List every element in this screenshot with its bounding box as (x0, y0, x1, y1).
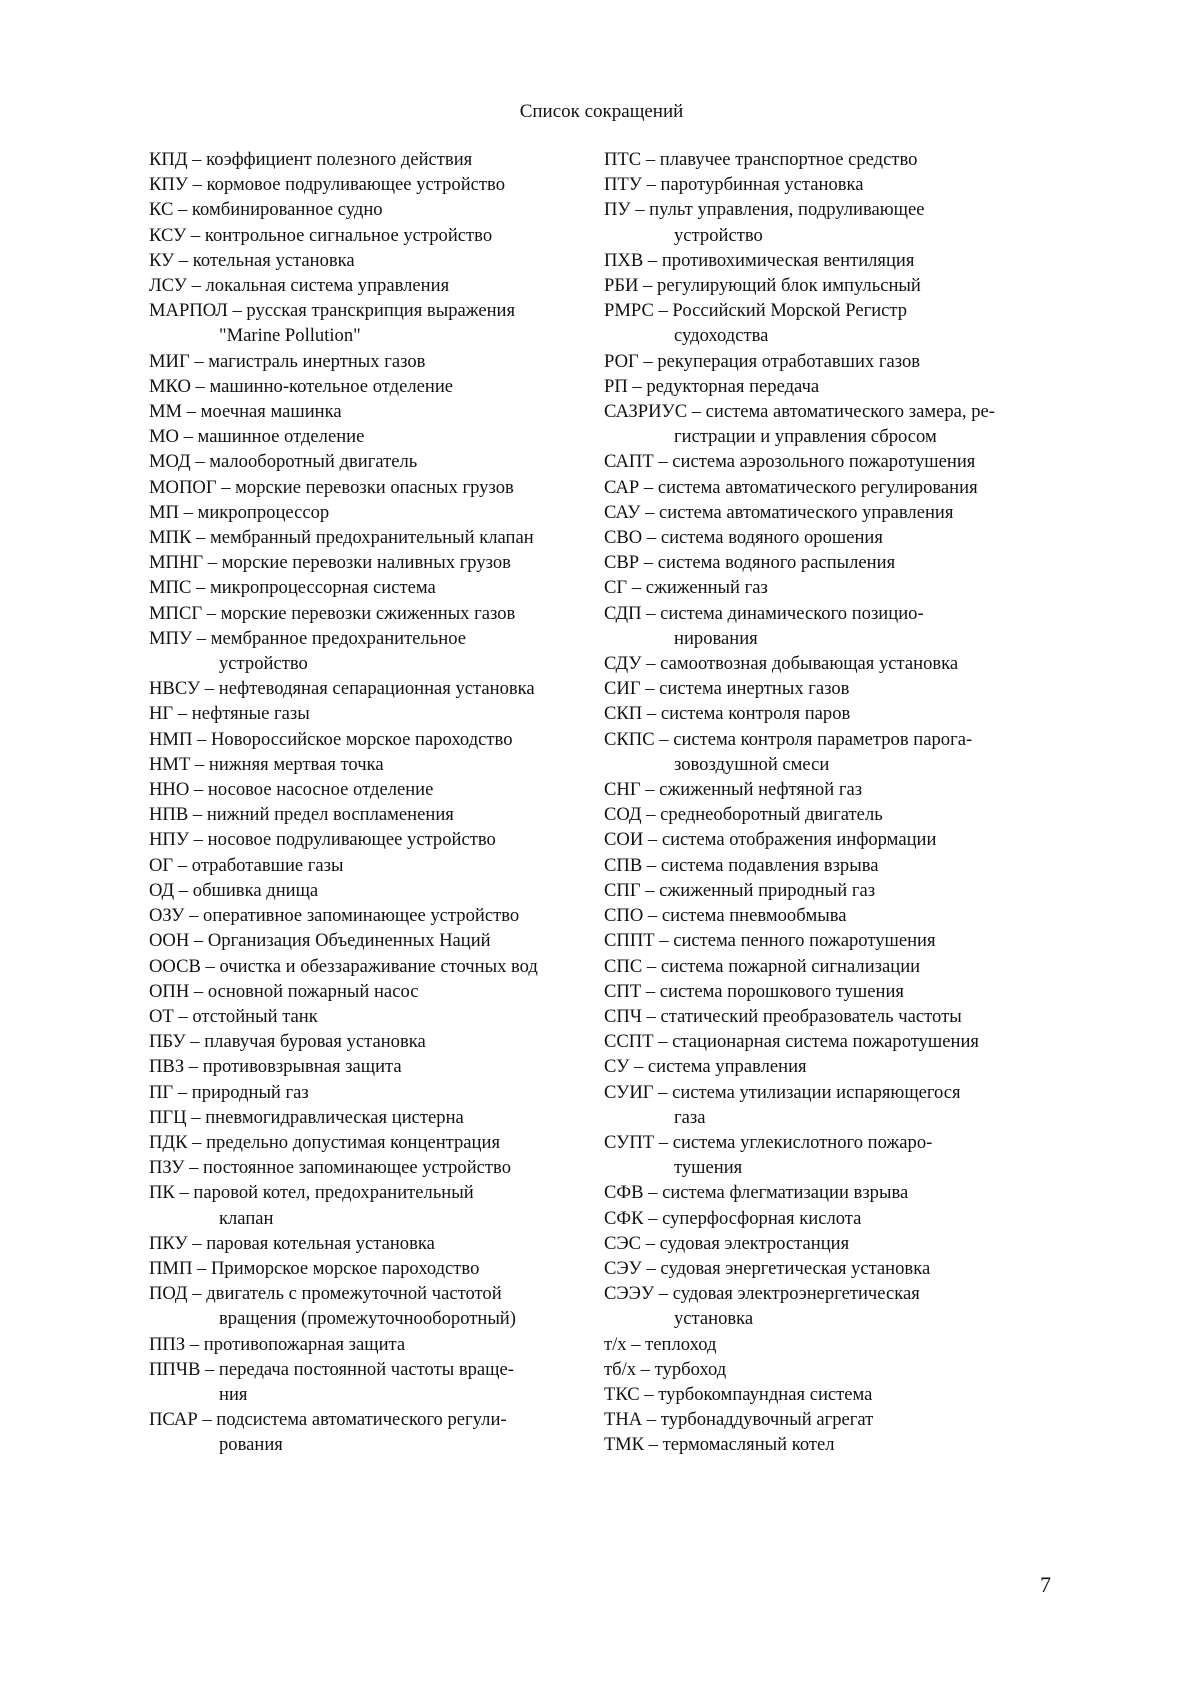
abbreviation-text: СГ – сжиженный газ (604, 577, 768, 599)
abbreviation-entry (149, 1155, 594, 1180)
abbreviation-text: САУ – система автоматического управления (604, 501, 954, 523)
abbreviation-entry (604, 374, 1064, 399)
abbreviation-text: ПМП – Приморское морское пароходство (149, 1257, 480, 1279)
page-title: Список сокращений (519, 101, 684, 122)
abbreviation-text: ОД – обшивка днища (149, 879, 319, 901)
abbreviations-right-column (604, 147, 1064, 1458)
abbreviation-entry (149, 903, 594, 928)
abbreviation-continuation: судоходства (674, 325, 769, 347)
abbreviation-entry (604, 1231, 1064, 1256)
abbreviation-entry (149, 1231, 594, 1256)
abbreviation-continuation: тушения (674, 1157, 743, 1179)
abbreviation-entry (149, 777, 594, 802)
abbreviation-text: ПЗУ – постоянное запоминающее устройство (149, 1157, 512, 1179)
abbreviation-text: МПС – микропроцессорная система (149, 577, 436, 599)
abbreviation-text: СКПС – система контроля параметров парога- (604, 728, 973, 750)
abbreviation-entry (149, 954, 594, 979)
abbreviation-entry (604, 853, 1064, 878)
abbreviation-entry (149, 1332, 594, 1357)
abbreviation-entry (149, 1180, 594, 1230)
abbreviation-entry (604, 903, 1064, 928)
abbreviation-entry (604, 651, 1064, 676)
abbreviation-entry (604, 676, 1064, 701)
abbreviation-text: СНГ – сжиженный нефтяной газ (604, 779, 863, 801)
abbreviation-text: ПГ – природный газ (149, 1081, 309, 1103)
abbreviation-continuation: вращения (промежуточнооборотный) (219, 1308, 516, 1330)
abbreviation-text: КПД – коэффициент полезного действия (149, 149, 473, 170)
abbreviation-text: КУ – котельная установка (149, 249, 355, 271)
abbreviation-entry (604, 575, 1064, 600)
abbreviation-text: ПСАР – подсистема автоматического регули- (149, 1409, 507, 1431)
abbreviation-text: НПВ – нижний предел воспламенения (149, 804, 454, 826)
abbreviation-text: СУИГ – система утилизации испаряющегося (604, 1081, 961, 1103)
abbreviation-entry (149, 550, 594, 575)
abbreviation-entry (604, 1029, 1064, 1054)
abbreviation-continuation: зовоздушной смеси (674, 753, 830, 775)
abbreviation-text: НГ – нефтяные газы (149, 703, 310, 725)
abbreviation-text: СВР – система водяного распыления (604, 552, 896, 574)
abbreviation-entry (149, 1080, 594, 1105)
abbreviation-entry (604, 525, 1064, 550)
abbreviation-entry (149, 273, 594, 298)
abbreviation-text: НМТ – нижняя мертвая точка (149, 753, 384, 775)
page-number: 7 (1040, 1572, 1051, 1597)
abbreviation-entry (149, 878, 594, 903)
abbreviation-text: ЛСУ – локальная система управления (149, 275, 450, 297)
abbreviation-text: ООН – Организация Объединенных Наций (149, 930, 491, 952)
abbreviation-entry (149, 374, 594, 399)
abbreviation-entry (604, 954, 1064, 979)
abbreviation-entry (149, 676, 594, 701)
abbreviation-entry (604, 928, 1064, 953)
abbreviation-entry (149, 1407, 594, 1457)
abbreviation-text: САР – система автоматического регулирования (604, 476, 978, 498)
abbreviation-text: МОПОГ – морские перевозки опасных грузов (149, 476, 514, 498)
abbreviation-text: СПО – система пневмообмыва (604, 905, 847, 927)
abbreviation-continuation: гистрации и управления сбросом (674, 426, 937, 448)
abbreviation-text: СПТ – система порошкового тушения (604, 980, 904, 1002)
abbreviation-entry (149, 1105, 594, 1130)
abbreviation-entry (149, 449, 594, 474)
abbreviation-text: ПУ – пульт управления, подруливающее (604, 199, 925, 221)
abbreviation-entry (604, 1407, 1064, 1432)
abbreviation-text: СФВ – система флегматизации взрыва (604, 1182, 909, 1204)
abbreviation-text: НПУ – носовое подруливающее устройство (149, 829, 496, 851)
abbreviation-text: ММ – моечная машинка (149, 401, 342, 423)
abbreviation-entry (149, 1130, 594, 1155)
abbreviation-text: ТМК – термомасляный котел (604, 1434, 835, 1456)
abbreviation-entry (604, 1382, 1064, 1407)
abbreviation-entry (604, 1281, 1064, 1331)
abbreviation-entry (149, 727, 594, 752)
abbreviation-text: НВСУ – нефтеводяная сепарационная установка (149, 678, 535, 700)
abbreviation-text: СЭЭУ – судовая электроэнергетическая (604, 1283, 920, 1305)
abbreviation-continuation: рования (219, 1434, 283, 1456)
abbreviation-text: СФК – суперфосфорная кислота (604, 1207, 862, 1229)
abbreviation-entry (604, 273, 1064, 298)
abbreviation-text: ППЧВ – передача постоянной частоты враще- (149, 1358, 514, 1380)
abbreviation-text: ПБУ – плавучая буровая установка (149, 1031, 426, 1053)
abbreviation-text: ПХВ – противохимическая вентиляция (604, 249, 915, 271)
abbreviation-continuation: устройство (219, 653, 308, 675)
abbreviation-text: КСУ – контрольное сигнальное устройство (149, 224, 493, 246)
abbreviation-entry (149, 475, 594, 500)
abbreviation-text: КПУ – кормовое подруливающее устройство (149, 174, 505, 196)
abbreviation-entry (149, 248, 594, 273)
abbreviation-entry (149, 172, 594, 197)
abbreviation-entry (604, 701, 1064, 726)
abbreviation-entry (149, 1357, 594, 1407)
abbreviation-text: МИГ – магистраль инертных газов (149, 350, 426, 372)
abbreviation-entry (149, 298, 594, 348)
abbreviation-entry (149, 752, 594, 777)
abbreviation-text: МАРПОЛ – русская транскрипция выражения (149, 300, 516, 322)
abbreviation-text: СИГ – система инертных газов (604, 678, 850, 700)
abbreviation-continuation: устройство (674, 224, 763, 246)
abbreviation-text: МП – микропроцессор (149, 501, 330, 523)
abbreviation-text: МПК – мембранный предохранительный клапан (149, 527, 534, 549)
abbreviation-text: СДП – система динамического позицио- (604, 602, 924, 624)
abbreviation-entry (149, 701, 594, 726)
abbreviation-text: СПГ – сжиженный природный газ (604, 879, 876, 901)
abbreviation-text: ОПН – основной пожарный насос (149, 980, 419, 1002)
abbreviation-entry (604, 500, 1064, 525)
abbreviation-text: СПЧ – статический преобразователь частоты (604, 1005, 962, 1027)
abbreviation-entry (604, 1332, 1064, 1357)
abbreviation-text: СПС – система пожарной сигнализации (604, 955, 921, 977)
abbreviation-text: САПТ – система аэрозольного пожаротушения (604, 451, 976, 473)
abbreviation-continuation: клапан (219, 1207, 274, 1229)
abbreviation-entry (604, 1130, 1064, 1180)
abbreviation-text: СПВ – система подавления взрыва (604, 854, 879, 876)
abbreviation-entry (604, 1004, 1064, 1029)
abbreviation-continuation: "Marine Pollution" (219, 325, 361, 347)
abbreviation-entry (604, 550, 1064, 575)
abbreviation-entry (604, 399, 1064, 449)
abbreviation-text: РМРС – Российский Морской Регистр (604, 300, 908, 322)
abbreviation-text: МО – машинное отделение (149, 426, 365, 448)
abbreviation-text: РП – редукторная передача (604, 375, 820, 397)
abbreviation-text: СДУ – самоотвозная добывающая установка (604, 653, 959, 675)
abbreviation-text: НМП – Новороссийское морское пароходство (149, 728, 513, 750)
abbreviation-text: ОТ – отстойный танк (149, 1005, 318, 1027)
abbreviation-text: тб/х – турбоход (604, 1358, 727, 1380)
abbreviation-text: ТКС – турбокомпаундная система (604, 1383, 873, 1405)
abbreviation-entry (149, 424, 594, 449)
abbreviation-entry (604, 349, 1064, 374)
abbreviation-continuation: установка (674, 1308, 754, 1330)
abbreviation-text: ПВЗ – противовзрывная защита (149, 1056, 402, 1078)
abbreviation-text: СЭС – судовая электростанция (604, 1232, 850, 1254)
abbreviation-entry (604, 1357, 1064, 1382)
abbreviation-entry (149, 979, 594, 1004)
abbreviation-entry (149, 1256, 594, 1281)
abbreviation-entry (149, 500, 594, 525)
abbreviation-text: ПГЦ – пневмогидравлическая цистерна (149, 1106, 464, 1128)
abbreviation-text: СППТ – система пенного пожаротушения (604, 930, 936, 952)
abbreviation-text: ППЗ – противопожарная защита (149, 1333, 406, 1355)
abbreviation-text: КС – комбинированное судно (149, 199, 383, 221)
abbreviation-text: РБИ – регулирующий блок импульсный (604, 275, 921, 297)
abbreviation-entry (604, 1080, 1064, 1130)
abbreviation-entry (604, 1432, 1064, 1457)
abbreviation-text: СОИ – система отображения информации (604, 829, 937, 851)
abbreviation-text: СУ – система управления (604, 1056, 807, 1078)
abbreviation-text: СУПТ – система углекислотного пожаро- (604, 1131, 933, 1153)
abbreviation-entry (604, 727, 1064, 777)
abbreviation-entry (149, 1029, 594, 1054)
abbreviation-entry (604, 147, 1064, 172)
abbreviation-entry (604, 802, 1064, 827)
abbreviation-entry (149, 626, 594, 676)
abbreviation-entry (604, 827, 1064, 852)
abbreviation-entry (604, 298, 1064, 348)
abbreviation-text: ТНА – турбонаддувочный агрегат (604, 1409, 874, 1431)
abbreviation-text: ННО – носовое насосное отделение (149, 779, 434, 801)
abbreviation-entry (604, 601, 1064, 651)
abbreviations-left-column (149, 147, 594, 1458)
abbreviation-text: СОД – среднеоборотный двигатель (604, 804, 883, 826)
abbreviation-entry (149, 827, 594, 852)
abbreviation-entry (149, 1004, 594, 1029)
abbreviation-entry (149, 349, 594, 374)
abbreviation-text: МПУ – мембранное предохранительное (149, 627, 467, 649)
abbreviation-entry (149, 197, 594, 222)
abbreviation-text: ООСВ – очистка и обеззараживание сточных вод (149, 955, 538, 977)
abbreviation-continuation: нирования (674, 627, 758, 649)
abbreviation-entry (149, 575, 594, 600)
abbreviation-entry (604, 979, 1064, 1004)
abbreviation-entry (604, 475, 1064, 500)
abbreviation-entry (604, 878, 1064, 903)
abbreviation-text: ПОД – двигатель с промежуточной частотой (149, 1283, 502, 1305)
abbreviation-entry (149, 928, 594, 953)
abbreviation-text: ОГ – отработавшие газы (149, 854, 344, 876)
abbreviation-text: ПТУ – паротурбинная установка (604, 174, 864, 196)
abbreviation-entry (149, 399, 594, 424)
abbreviation-entry (149, 853, 594, 878)
abbreviation-continuation: ния (219, 1383, 248, 1405)
abbreviation-entry (149, 802, 594, 827)
abbreviation-entry (604, 172, 1064, 197)
abbreviation-entry (604, 1256, 1064, 1281)
abbreviation-text: МОД – малооборотный двигатель (149, 451, 418, 473)
abbreviation-entry (149, 223, 594, 248)
abbreviation-entry (604, 248, 1064, 273)
abbreviation-text: МПСГ – морские перевозки сжиженных газов (149, 602, 516, 624)
abbreviation-text: РОГ – рекуперация отработавших газов (604, 350, 921, 372)
abbreviation-text: ССПТ – стационарная система пожаротушения (604, 1031, 979, 1053)
abbreviation-text: МКО – машинно-котельное отделение (149, 375, 454, 397)
abbreviation-text: СКП – система контроля паров (604, 703, 851, 725)
abbreviation-entry (604, 1180, 1064, 1205)
abbreviation-text: ПТС – плавучее транспортное средство (604, 149, 918, 170)
abbreviation-text: СВО – система водяного орошения (604, 527, 883, 549)
abbreviation-text: ПКУ – паровая котельная установка (149, 1232, 435, 1254)
abbreviation-text: САЗРИУС – система автоматического замера, ре- (604, 401, 995, 423)
abbreviation-entry (604, 197, 1064, 247)
abbreviation-text: ПДК – предельно допустимая концентрация (149, 1131, 501, 1153)
abbreviation-entry (604, 1054, 1064, 1079)
abbreviation-entry (149, 525, 594, 550)
abbreviation-text: ПК – паровой котел, предохранительный (149, 1182, 474, 1204)
abbreviation-text: ОЗУ – оперативное запоминающее устройство (149, 905, 520, 927)
abbreviation-entry (604, 777, 1064, 802)
abbreviation-entry (149, 1281, 594, 1331)
abbreviation-entry (149, 601, 594, 626)
abbreviation-entry (604, 449, 1064, 474)
abbreviation-continuation: газа (674, 1106, 706, 1128)
abbreviation-entry (604, 1206, 1064, 1231)
abbreviation-entry (149, 1054, 594, 1079)
abbreviation-entry (149, 147, 594, 172)
abbreviation-text: СЭУ – судовая энергетическая установка (604, 1257, 931, 1279)
abbreviation-text: МПНГ – морские перевозки наливных грузов (149, 552, 511, 574)
abbreviation-text: т/х – теплоход (604, 1333, 717, 1355)
